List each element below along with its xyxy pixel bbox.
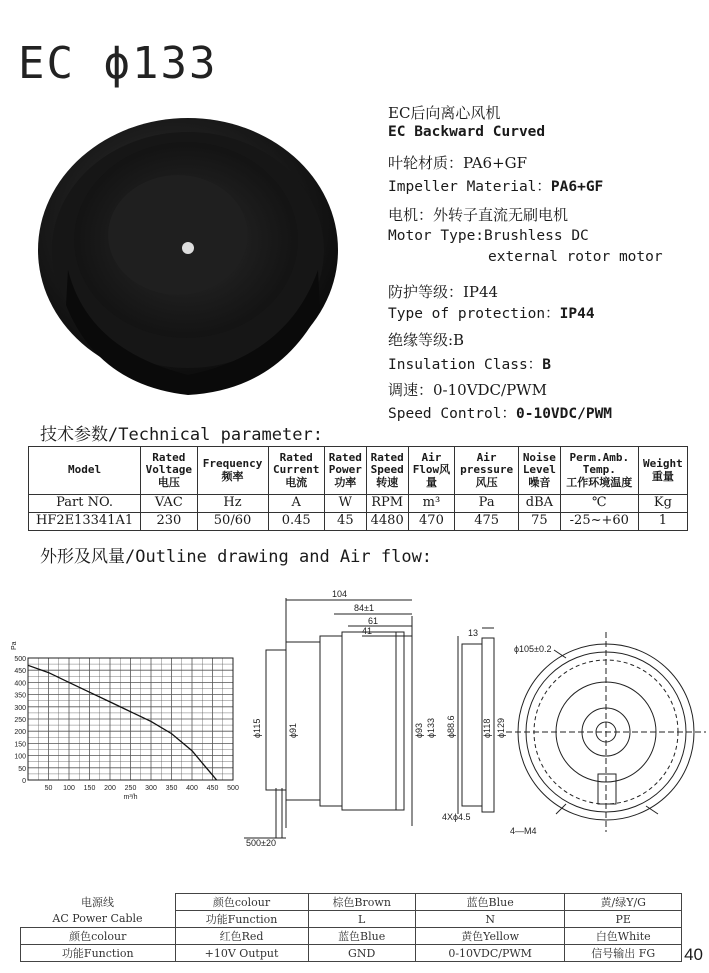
x-tick-label: 200 (104, 785, 116, 792)
cable-cell: 蓝色Blue (415, 894, 565, 911)
cable-cell: N (415, 911, 565, 928)
tech-value-cell: 4480 (366, 513, 408, 531)
cable-row-2 (21, 911, 682, 928)
spec-type-en: EC Backward Curved (388, 124, 546, 140)
tech-header-cell (197, 447, 268, 495)
cable-cell: 功能Function (175, 911, 308, 928)
tech-header-text: Temp. (582, 463, 616, 477)
y-tick-label: 500 (14, 656, 26, 663)
tech-header-text: 重量 (651, 469, 674, 483)
tech-header-text: Air (476, 450, 497, 464)
y-tick-label: 400 (14, 680, 26, 688)
cable-cell: 黄/绿Y/G (565, 894, 682, 911)
tech-value-cell: 50/60 (197, 513, 268, 531)
spec-speed-en: Speed Control：0-10VDC/PWM (388, 406, 613, 422)
tech-header-text: Noise (522, 450, 556, 464)
fan-photo (28, 100, 348, 400)
tech-unit-cell: RPM (366, 495, 408, 513)
tech-value-cell: 470 (408, 513, 455, 531)
x-tick-label: 400 (186, 785, 198, 792)
cable-cell: GND (308, 945, 415, 962)
tech-header-text: pressure (460, 463, 514, 477)
dim-115: ϕ115 (252, 718, 262, 738)
cable-cell: 信号输出 FG (565, 945, 682, 962)
tech-header-cell (366, 447, 408, 495)
tech-header-cell (408, 447, 455, 495)
spec-motor-cn: 电机：外转子直流无刷电机 (388, 206, 569, 224)
tech-header-cell (518, 447, 560, 495)
y-tick-label: 300 (14, 704, 26, 712)
cable-cell: 红色Red (175, 928, 308, 945)
x-axis-label: m³/h (123, 794, 138, 801)
cable-cell: 黄色Yellow (415, 928, 565, 945)
spec-motor-en-1: Motor Type:Brushless DC (388, 228, 589, 244)
tech-header-text: Perm.Amb. (569, 450, 630, 464)
tech-header-cell (141, 447, 197, 495)
spec-motor-en-2: external rotor motor (488, 249, 663, 265)
tech-units-row (29, 495, 688, 513)
x-tick-label: 350 (165, 785, 178, 792)
cable-cell: 功能Function (21, 945, 176, 962)
spec-protection-en: Type of protection：IP44 (388, 306, 595, 322)
tech-unit-cell: W (324, 495, 366, 513)
cable-cell: 蓝色Blue (308, 928, 415, 945)
cable-row-1 (21, 894, 682, 911)
tech-header-text: 工作环境温度 (566, 475, 633, 489)
tech-table (28, 446, 688, 531)
dim-84: 84±1 (354, 603, 374, 613)
x-tick-label: 100 (63, 785, 75, 792)
cable-cell: PE (565, 911, 682, 928)
cable-cell: 0-10VDC/PWM (415, 945, 565, 962)
tech-header-cell (29, 447, 141, 495)
tech-header-cell (268, 447, 324, 495)
tech-unit-cell: m³ (408, 495, 455, 513)
spec-protection-cn: 防护等级：IP44 (388, 283, 499, 301)
y-tick-label: 250 (14, 717, 26, 724)
y-tick-label: 50 (18, 765, 26, 773)
tech-header-text: Rated (152, 450, 186, 464)
y-tick-label: 450 (14, 668, 26, 676)
dim-88: ϕ88.6 (446, 715, 456, 738)
cable-cell: 颜色colour (21, 928, 176, 945)
tech-unit-cell: dBA (518, 495, 560, 513)
tech-header-cell (638, 447, 687, 495)
tech-value-cell: HF2E13341A1 (29, 513, 141, 531)
tech-header-text: Voltage (145, 463, 193, 477)
tech-header-text: 功率 (334, 475, 357, 489)
tech-header-text: Weight (643, 456, 683, 470)
dim-cable: 500±20 (246, 838, 276, 848)
tech-header-text: Level (522, 463, 556, 477)
dim-104: 104 (332, 589, 348, 599)
tech-header-row (29, 447, 688, 495)
airflow-chart (6, 630, 246, 805)
cable-table (20, 893, 682, 962)
spec-insulation-en: Insulation Class：B (388, 357, 551, 373)
page-number: 40 (684, 945, 703, 964)
dim-129: ϕ129 (496, 717, 506, 738)
x-tick-label: 300 (145, 785, 157, 792)
tech-value-cell: 0.45 (268, 513, 324, 531)
tech-unit-cell: Kg (638, 495, 687, 513)
x-tick-label: 450 (206, 785, 219, 792)
tech-values-row (29, 513, 688, 531)
tech-value-cell: 75 (518, 513, 560, 531)
tech-unit-cell: Part NO. (29, 495, 141, 513)
tech-header-text: 风压 (475, 475, 498, 489)
cable-cell: +10V Output (175, 945, 308, 962)
outline-title: 外形及风量/Outline drawing and Air flow: (40, 547, 433, 567)
cable-cell: AC Power Cable (52, 912, 143, 926)
tech-value-cell: 230 (141, 513, 197, 531)
tech-header-text: Air (421, 450, 442, 464)
cable-row-3 (21, 928, 682, 945)
tech-value-cell: 45 (324, 513, 366, 531)
tech-header-cell (560, 447, 638, 495)
dim-m4: 4—M4 (510, 826, 537, 836)
tech-header-text: 噪音 (528, 475, 551, 489)
spec-insulation-cn: 绝缘等级:B (388, 331, 465, 349)
page-title: EC ϕ133 (18, 38, 218, 89)
tech-value-cell: 475 (455, 513, 519, 531)
tech-header-text: 电流 (285, 475, 308, 489)
tech-unit-cell: ℃ (560, 495, 638, 513)
x-tick-label: 250 (124, 785, 137, 792)
x-tick-label: 500 (227, 785, 239, 792)
y-tick-label: 0 (22, 778, 26, 785)
y-tick-label: 100 (14, 753, 26, 761)
dim-93: ϕ93 (414, 722, 424, 738)
dim-61: 61 (368, 616, 379, 626)
x-tick-label: 150 (83, 785, 96, 792)
tech-header-text: Rated (279, 450, 313, 464)
dim-91: ϕ91 (288, 722, 298, 738)
tech-header-text: 转速 (376, 475, 399, 489)
dim-118: ϕ118 (482, 718, 492, 738)
dim-105: ϕ105±0.2 (514, 644, 552, 654)
y-tick-label: 150 (14, 741, 26, 749)
tech-unit-cell: Pa (455, 495, 519, 513)
tech-header-text: Model (68, 463, 102, 477)
cable-cell: 白色White (565, 928, 682, 945)
tech-header-cell (324, 447, 366, 495)
tech-header-text: Current (273, 463, 320, 477)
outline-drawing (236, 588, 706, 850)
tech-title: 技术参数/Technical parameter: (40, 425, 323, 445)
spec-speed-cn: 调速：0-10VDC/PWM (388, 381, 547, 399)
spec-type-cn: EC后向离心风机 (388, 104, 501, 122)
cable-cell: L (308, 911, 415, 928)
tech-header-text: 电压 (157, 475, 180, 489)
tech-header-text: 量 (425, 475, 437, 489)
spec-impeller-en: Impeller Material：PA6+GF (388, 179, 604, 195)
tech-unit-cell: VAC (141, 495, 197, 513)
tech-unit-cell: Hz (197, 495, 268, 513)
tech-header-text: Flow风 (412, 463, 451, 477)
y-tick-label: 350 (14, 692, 26, 700)
y-tick-label: 200 (14, 729, 26, 737)
dim-holes: 4Xϕ4.5 (442, 812, 471, 822)
dim-13: 13 (468, 628, 479, 638)
x-tick-label: 50 (44, 785, 53, 792)
cable-row-4 (21, 945, 682, 962)
tech-header-text: Rated (328, 450, 362, 464)
dim-41: 41 (362, 626, 373, 636)
tech-header-text: Frequency (202, 456, 263, 470)
spec-impeller-cn: 叶轮材质：PA6+GF (388, 154, 528, 172)
tech-header-text: Speed (370, 463, 404, 477)
tech-header-text: 频率 (221, 469, 244, 483)
tech-value-cell: -25~+60 (560, 513, 638, 531)
y-axis-label: Pa (11, 641, 18, 650)
cable-cell: 电源线 (81, 896, 114, 909)
cable-cell: 棕色Brown (308, 894, 415, 911)
tech-unit-cell: A (268, 495, 324, 513)
tech-header-cell (455, 447, 519, 495)
tech-header-text: Power (328, 463, 362, 477)
dim-133: ϕ133 (426, 717, 436, 738)
tech-value-cell: 1 (638, 513, 687, 531)
tech-header-text: Rated (370, 450, 404, 464)
cable-cell: 颜色colour (175, 894, 308, 911)
